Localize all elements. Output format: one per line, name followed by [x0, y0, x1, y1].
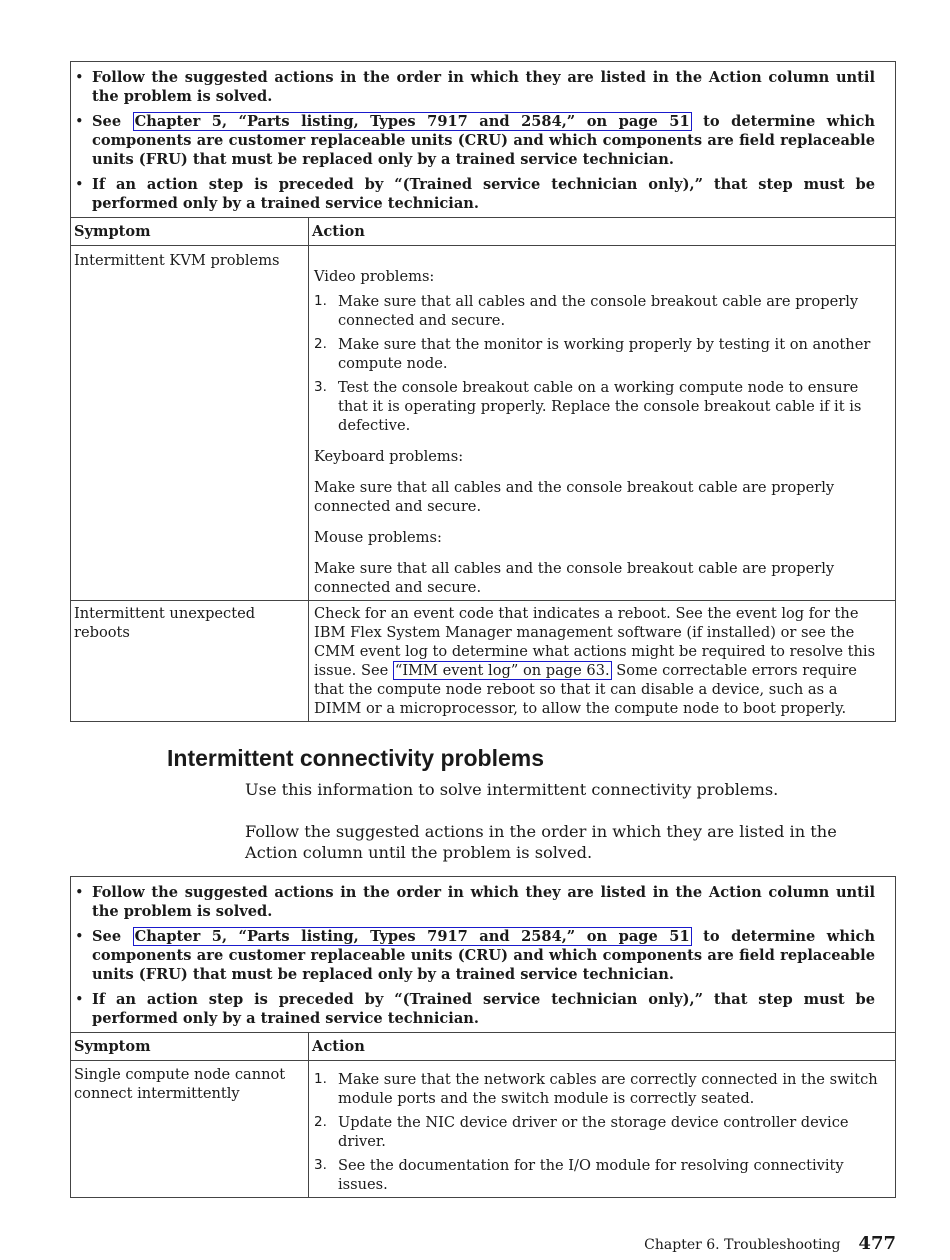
table-row	[71, 1061, 896, 1198]
table-row	[71, 246, 896, 601]
kvm-reboot-table	[70, 61, 896, 722]
page-number: 477	[858, 1233, 896, 1254]
bullet-icon: •	[75, 928, 84, 945]
notes-box	[71, 877, 896, 1033]
keyboard-text: Make sure that all cables and the console breakout cable are properly connected and secure.	[314, 479, 835, 515]
connectivity-steps	[314, 1070, 889, 1194]
note-item	[75, 990, 875, 1028]
note-item	[75, 175, 875, 213]
footer-chapter: Chapter 6. Troubleshooting	[644, 1237, 841, 1253]
action-header: Action	[309, 1033, 896, 1061]
keyboard-heading: Keyboard problems:	[314, 448, 464, 465]
note-text: See	[92, 113, 122, 130]
video-heading: Video problems:	[314, 268, 435, 285]
action-cell	[309, 246, 896, 601]
note-text: See	[92, 928, 122, 945]
action-text: Some correctable errors require that the compute node reboot so that it can disable a device, such as a DIMM or a microprocessor, to allow the compute node to boot properly.	[314, 662, 857, 717]
note-item	[75, 112, 875, 169]
bullet-icon: •	[75, 113, 84, 130]
note-item	[75, 883, 875, 921]
bullet-icon: •	[75, 69, 84, 86]
section-title: Intermittent connectivity problems	[167, 745, 545, 771]
video-steps	[314, 292, 889, 435]
bullet-icon: •	[75, 991, 84, 1008]
page-footer	[644, 1233, 896, 1254]
bullet-icon: •	[75, 884, 84, 901]
symptom-cell: Intermittent KVM problems	[71, 246, 309, 601]
action-cell	[309, 601, 896, 722]
note-text: If an action step is preceded by “(Trained service technician only),” that step must be performed only by a trained service technician.	[92, 991, 875, 1027]
action-cell	[309, 1061, 896, 1198]
note-item	[75, 927, 875, 984]
list-item: 3. Test the console breakout cable on a working compute node to ensure that it is operating properly. Replace the console breakout cable if it is defective.	[314, 379, 862, 434]
note-text: If an action step is preceded by “(Trained service technician only),” that step must be performed only by a trained service technician.	[92, 176, 875, 212]
parts-listing-link[interactable]: Chapter 5, “Parts listing, Types 7917 and 2584,” on page 51	[134, 928, 690, 945]
symptom-cell: Single compute node cannot connect intermittently	[71, 1061, 309, 1198]
action-text: Check for an event code that indicates a reboot. See the event log for the IBM Flex System Manager management software (if installed) or see the CMM event log to determine what actions might be required to resolve this issue. See	[314, 605, 876, 679]
note-text: to determine which components are customer replaceable units (CRU) and which components are field replaceable units (FRU) that must be replaced only by a trained service technician.	[92, 928, 875, 983]
list-item: 2. Update the NIC device driver or the storage device controller device driver.	[314, 1114, 849, 1150]
intro-paragraph: Follow the suggested actions in the order in which they are listed in the Action column until the problem is solved.	[245, 822, 837, 862]
list-item: 1. Make sure that the network cables are correctly connected in the switch module ports and the switch module is correctly seated.	[314, 1071, 878, 1107]
mouse-heading: Mouse problems:	[314, 529, 442, 546]
list-item: 2. Make sure that the monitor is working properly by testing it on another compute node.	[314, 336, 871, 372]
table-row	[71, 601, 896, 722]
symptom-cell: Intermittent unexpected reboots	[71, 601, 309, 722]
symptom-header: Symptom	[71, 218, 309, 246]
intro-paragraph: Use this information to solve intermittent connectivity problems.	[245, 780, 779, 799]
parts-listing-link[interactable]: Chapter 5, “Parts listing, Types 7917 and 2584,” on page 51	[134, 113, 690, 130]
action-header: Action	[309, 218, 896, 246]
note-item	[75, 68, 875, 106]
note-text: to determine which components are customer replaceable units (CRU) and which components are field replaceable units (FRU) that must be replaced only by a trained service technician.	[92, 113, 875, 168]
note-text: Follow the suggested actions in the order in which they are listed in the Action column until the problem is solved.	[92, 884, 875, 920]
notes-box	[71, 62, 896, 218]
list-item: 3. See the documentation for the I/O module for resolving connectivity issues.	[314, 1157, 844, 1193]
imm-event-log-link[interactable]: “IMM event log” on page 63.	[394, 662, 610, 679]
bullet-icon: •	[75, 176, 84, 193]
note-text: Follow the suggested actions in the order in which they are listed in the Action column until the problem is solved.	[92, 69, 875, 105]
symptom-header: Symptom	[71, 1033, 309, 1061]
list-item: 1. Make sure that all cables and the console breakout cable are properly connected and secure.	[314, 293, 859, 329]
connectivity-table	[70, 876, 896, 1198]
mouse-text: Make sure that all cables and the console breakout cable are properly connected and secure.	[314, 560, 835, 596]
